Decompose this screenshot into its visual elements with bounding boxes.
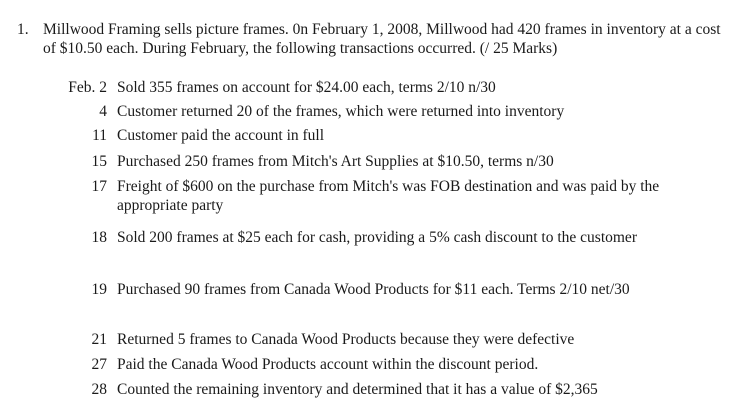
transaction-date: 27 — [91, 356, 107, 373]
question-number: 1. — [17, 21, 29, 38]
transaction-date: 4 — [99, 103, 107, 120]
question-text: Millwood Framing sells picture frames. 0n February 1, 2008, Millwood had 420 frames in inventory at a cost of $10.50 each. During February, the following transactions occurred. (/ 25 Marks) — [43, 21, 721, 57]
transaction-date: Feb. 2 — [68, 79, 107, 96]
transaction-description: Sold 355 frames on account for $24.00 each, terms 2/10 n/30 — [117, 79, 496, 96]
transaction-description: Returned 5 frames to Canada Wood Products because they were defective — [117, 331, 575, 348]
transaction-date: 28 — [91, 381, 107, 398]
transaction-description: Purchased 90 frames from Canada Wood Products for $11 each. Terms 2/10 net/30 — [117, 281, 630, 298]
transaction-description: Counted the remaining inventory and determined that it has a value of $2,365 — [117, 381, 598, 398]
transaction-date: 17 — [91, 178, 107, 195]
transaction-description: Customer returned 20 of the frames, which were returned into inventory — [117, 103, 565, 120]
transaction-description: Freight of $600 on the purchase from Mitch's was FOB destination and was paid by the appropriate party — [117, 178, 660, 214]
transaction-description: Purchased 250 frames from Mitch's Art Supplies at $10.50, terms n/30 — [117, 153, 554, 170]
transaction-date: 18 — [91, 229, 107, 246]
transaction-date: 21 — [91, 331, 107, 348]
transaction-description: Paid the Canada Wood Products account within the discount period. — [117, 356, 539, 373]
transaction-date: 11 — [92, 127, 107, 144]
transaction-description: Sold 200 frames at $25 each for cash, providing a 5% cash discount to the customer — [117, 229, 637, 246]
transaction-date: 19 — [91, 281, 107, 298]
transaction-date: 15 — [91, 153, 107, 170]
transaction-description: Customer paid the account in full — [117, 127, 325, 144]
